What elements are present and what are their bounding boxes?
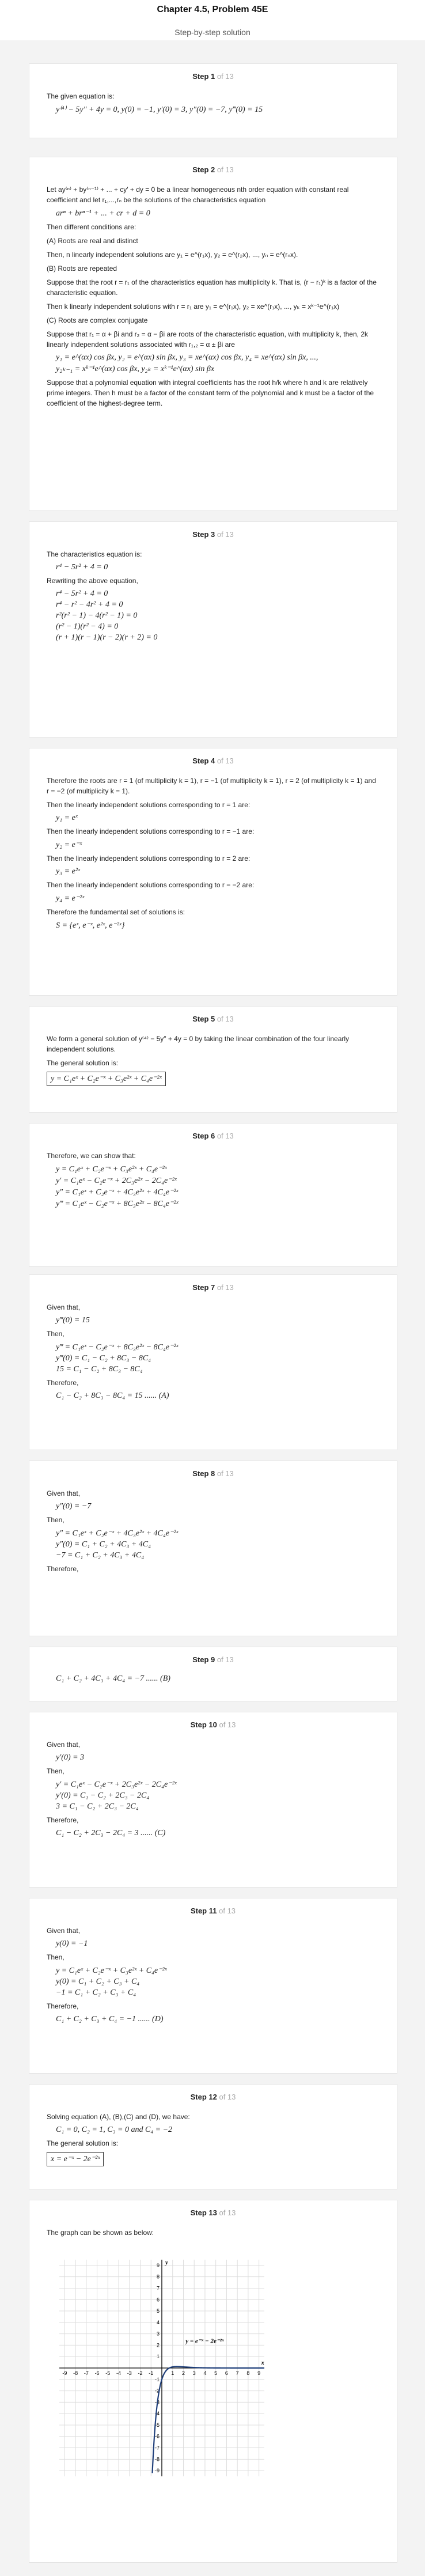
y-tick-label: -9 bbox=[154, 2468, 160, 2474]
x-tick-label: 3 bbox=[192, 2370, 196, 2376]
x-tick-label: -3 bbox=[127, 2370, 132, 2376]
step-heading bbox=[47, 72, 380, 81]
step-text: We form a general solution of y⁽⁴⁾ − 5y″ + 4y = 0 by taking the linear combination of the four linearly independent solutions. bbox=[47, 1035, 350, 1053]
step-text: Then, bbox=[47, 1330, 64, 1338]
step-text: Therefore, bbox=[47, 1565, 79, 1573]
step-text: Let ay⁽ⁿ⁾ + by⁽ⁿ⁻¹⁾ + ... + cy′ + dy = 0 be a linear homogeneous nth order equation with constant real coefficient and let r₁,...,rₙ be the solutions of the characteristics equation bbox=[47, 186, 349, 204]
x-tick-label: 6 bbox=[225, 2370, 228, 2376]
math-line: C₁ − C₂ + 8C₃ − 8C₄ = 15 ...... (A) bbox=[56, 1391, 169, 1400]
solution-curve bbox=[153, 2367, 264, 2473]
math-line: C₁ − C₂ + 2C₃ − 2C₄ = 3 ...... (C) bbox=[56, 1829, 166, 1837]
step-text: The graph can be shown as below: bbox=[47, 2229, 154, 2237]
x-tick-label: -4 bbox=[116, 2370, 122, 2376]
math-line: y = C₁eˣ + C₂e⁻ˣ + C₃e²ˣ + C₄e⁻²ˣ bbox=[56, 1165, 167, 1174]
step-label: Step 11 bbox=[190, 1907, 217, 1915]
step-text: Given that, bbox=[47, 1741, 81, 1749]
math-line: r⁴ − r² − 4r² + 4 = 0 bbox=[56, 600, 123, 609]
step-heading bbox=[47, 1655, 380, 1664]
x-tick-label: -8 bbox=[73, 2370, 78, 2376]
step-text: Solving equation (A), (B),(C) and (D), we have: bbox=[47, 2113, 190, 2121]
step-8-card bbox=[29, 1461, 397, 1636]
math-line: y′(0) = C₁ − C₂ + 2C₃ − 2C₄ bbox=[56, 1791, 150, 1800]
x-tick-label: -6 bbox=[94, 2370, 100, 2376]
step-text: Therefore, bbox=[47, 1379, 79, 1387]
math-line: y(0) = −1 bbox=[56, 1939, 88, 1948]
x-tick-label: -1 bbox=[149, 2370, 154, 2376]
step-count: of 13 bbox=[217, 1469, 234, 1478]
math-line: y₂ₖ₋₁ = xᵏ⁻¹e^(αx) cos βx, y₂ₖ = xᵏ⁻¹e^(αx) sin βx bbox=[56, 365, 215, 373]
step-text: Given that, bbox=[47, 1303, 81, 1311]
math-line: C₁ = 0, C₂ = 1, C₃ = 0 and C₄ = −2 bbox=[56, 2125, 173, 2134]
math-line: r⁴ − 5r² + 4 = 0 bbox=[56, 563, 108, 572]
step-6-card bbox=[29, 1123, 397, 1267]
math-line: C₁ + C₂ + 4C₃ + 4C₄ = −7 ...... (B) bbox=[56, 1674, 170, 1683]
step-label: Step 7 bbox=[192, 1283, 215, 1292]
step-text: Then, n linearly independent solutions are y₁ = e^(r₁x), y₂ = e^(r₂x), ..., yₙ = e^(rₙx). bbox=[47, 251, 298, 259]
y-axis-label: y bbox=[165, 2259, 168, 2266]
step-label: Step 9 bbox=[192, 1655, 215, 1664]
step-count: of 13 bbox=[219, 1720, 236, 1729]
math-line: (r + 1)(r − 1)(r − 2)(r + 2) = 0 bbox=[56, 633, 158, 642]
step-text: Given that, bbox=[47, 1927, 81, 1935]
y-tick-label: 5 bbox=[156, 2308, 160, 2314]
step-text: Therefore, we can show that: bbox=[47, 1152, 136, 1160]
math-line: y′(0) = 3 bbox=[56, 1753, 85, 1762]
step-text: (A) Roots are real and distinct bbox=[47, 237, 138, 245]
step-12-card bbox=[29, 2084, 397, 2189]
step-text: Then, bbox=[47, 1516, 64, 1524]
step-count: of 13 bbox=[217, 530, 234, 539]
step-count: of 13 bbox=[217, 1283, 234, 1292]
math-line: y₄ = e⁻²ˣ bbox=[56, 894, 85, 903]
step-count: of 13 bbox=[217, 165, 234, 174]
math-line: y = C₁eˣ + C₂e⁻ˣ + C₃e²ˣ + C₄e⁻²ˣ bbox=[56, 1966, 167, 1975]
page-header bbox=[0, 0, 425, 41]
y-tick-label: 8 bbox=[156, 2274, 160, 2280]
step-text: Then the linearly independent solutions corresponding to r = 1 are: bbox=[47, 801, 251, 809]
x-tick-label: -7 bbox=[84, 2370, 89, 2376]
math-line: r²(r² − 1) − 4(r² − 1) = 0 bbox=[56, 611, 138, 620]
step-text: Then different conditions are: bbox=[47, 223, 136, 231]
math-line: y‴ = C₁eˣ − C₂e⁻ˣ + 8C₃e²ˣ − 8C₄e⁻²ˣ bbox=[56, 1200, 179, 1208]
step-text: Then, bbox=[47, 1767, 64, 1775]
y-tick-label: 9 bbox=[156, 2262, 160, 2268]
step-text: Given that, bbox=[47, 1489, 81, 1497]
step-count: of 13 bbox=[219, 2208, 236, 2217]
step-heading bbox=[47, 1469, 380, 1478]
step-text: Then the linearly independent solutions corresponding to r = −1 are: bbox=[47, 827, 255, 835]
y-tick-label: -5 bbox=[154, 2422, 160, 2428]
x-tick-label: -2 bbox=[138, 2370, 143, 2376]
step-count: of 13 bbox=[217, 1132, 234, 1140]
step-text: Suppose that the root r = r₁ of the characteristics equation has multiplicity k. That is, (r − r₁)ᵏ is a factor of the characteristic equation. bbox=[47, 278, 377, 297]
y-tick-label: -2 bbox=[154, 2388, 160, 2394]
y-tick-label: 7 bbox=[156, 2285, 160, 2291]
boxed-result: x = e⁻ˣ − 2e⁻²ˣ bbox=[47, 2152, 104, 2166]
math-line: y‴(0) = C₁ − C₂ + 8C₃ − 8C₄ bbox=[56, 1354, 151, 1363]
math-line: y₃ = e²ˣ bbox=[56, 867, 80, 876]
step-label: Step 3 bbox=[192, 530, 215, 539]
y-tick-label: 3 bbox=[156, 2331, 160, 2337]
y-tick-label: -4 bbox=[154, 2411, 160, 2417]
step-label: Step 1 bbox=[192, 72, 215, 81]
math-line: y″ = C₁eˣ + C₂e⁻ˣ + 4C₃e²ˣ + 4C₄e⁻²ˣ bbox=[56, 1188, 179, 1197]
step-heading bbox=[47, 1907, 380, 1915]
math-line: y′ = C₁eˣ − C₂e⁻ˣ + 2C₃e²ˣ − 2C₄e⁻²ˣ bbox=[56, 1177, 177, 1185]
math-line: (r² − 1)(r² − 4) = 0 bbox=[56, 622, 119, 631]
y-tick-label: 2 bbox=[156, 2342, 160, 2348]
step-heading bbox=[47, 1015, 380, 1023]
math-line: r⁴ − 5r² + 4 = 0 bbox=[56, 589, 108, 598]
curve-label: y = e⁻ˣ − 2e⁻²ˣ bbox=[185, 2337, 224, 2345]
math-line: S = {eˣ, e⁻ˣ, e²ˣ, e⁻²ˣ} bbox=[56, 921, 125, 930]
step-count: of 13 bbox=[217, 1655, 234, 1664]
step-text: (C) Roots are complex conjugate bbox=[47, 316, 148, 324]
step-count: of 13 bbox=[219, 1907, 236, 1915]
y-tick-label: -7 bbox=[154, 2445, 160, 2451]
math-line: y″(0) = −7 bbox=[56, 1502, 92, 1511]
step-label: Step 12 bbox=[190, 2093, 217, 2101]
step-heading bbox=[47, 530, 380, 539]
step-text: Therefore, bbox=[47, 1816, 79, 1824]
math-line: y‴(0) = 15 bbox=[56, 1316, 90, 1325]
math-line: y₂ = e⁻ˣ bbox=[56, 841, 82, 849]
math-line: −7 = C₁ + C₂ + 4C₃ + 4C₄ bbox=[56, 1551, 145, 1560]
math-line: y‴ = C₁eˣ − C₂e⁻ˣ + 8C₃e²ˣ − 8C₄e⁻²ˣ bbox=[56, 1343, 179, 1352]
step-text: Suppose that a polynomial equation with integral coefficients has the root h/k where h and k are relatively prime integers. Then h must be a factor of the constant term of the polynomial and k must be a factor of the coefficient of the highest-degree term. bbox=[47, 379, 374, 407]
step-3-card bbox=[29, 521, 397, 737]
math-line: C₁ + C₂ + C₃ + C₄ = −1 ...... (D) bbox=[56, 2015, 164, 2023]
y-tick-label: -6 bbox=[154, 2433, 160, 2439]
step-5-card bbox=[29, 1006, 397, 1113]
math-line: y′ = C₁eˣ − C₂e⁻ˣ + 2C₃e²ˣ − 2C₄e⁻²ˣ bbox=[56, 1780, 177, 1789]
step-4-card bbox=[29, 748, 397, 996]
step-text: Then the linearly independent solutions corresponding to r = −2 are: bbox=[47, 881, 255, 889]
y-tick-label: -3 bbox=[154, 2399, 160, 2405]
math-line: y″(0) = C₁ + C₂ + 4C₃ + 4C₄ bbox=[56, 1540, 151, 1549]
x-tick-label: 5 bbox=[214, 2370, 218, 2376]
y-tick-label: 4 bbox=[156, 2319, 160, 2325]
math-line: y⁽⁴⁾ − 5y″ + 4y = 0, y(0) = −1, y′(0) = 3, y″(0) = −7, y‴(0) = 15 bbox=[56, 105, 263, 114]
step-text: Therefore the roots are r = 1 (of multiplicity k = 1), r = −1 (of multiplicity k = 1), r = 2 (of multiplicity k = 1) and r = −2 (of multiplicity k = 1). bbox=[47, 777, 376, 795]
page-subtitle: Step-by-step solution bbox=[174, 28, 251, 37]
step-heading bbox=[47, 1720, 380, 1729]
x-tick-label: 1 bbox=[171, 2370, 174, 2376]
step-label: Step 2 bbox=[192, 165, 215, 174]
step-text: Therefore the fundamental set of solutions is: bbox=[47, 908, 185, 916]
math-line: y(0) = C₁ + C₂ + C₃ + C₄ bbox=[56, 1977, 140, 1986]
step-13-card bbox=[29, 2200, 397, 2563]
step-heading bbox=[47, 1283, 380, 1292]
y-tick-label: -1 bbox=[154, 2376, 160, 2382]
step-9-card bbox=[29, 1647, 397, 1701]
step-text: (B) Roots are repeated bbox=[47, 264, 117, 273]
math-line: arⁿ + brⁿ⁻¹ + ... + cr + d = 0 bbox=[56, 209, 150, 218]
step-7-card bbox=[29, 1274, 397, 1450]
step-heading bbox=[47, 756, 380, 765]
step-label: Step 10 bbox=[190, 1720, 217, 1729]
step-text: Then, bbox=[47, 1953, 64, 1961]
step-count: of 13 bbox=[217, 72, 234, 81]
x-tick-label: -5 bbox=[105, 2370, 111, 2376]
step-2-card bbox=[29, 157, 397, 511]
math-line: 15 = C₁ − C₂ + 8C₃ − 8C₄ bbox=[56, 1365, 143, 1374]
step-label: Step 6 bbox=[192, 1132, 215, 1140]
solution-graph bbox=[47, 2247, 277, 2489]
step-heading bbox=[47, 2208, 380, 2217]
step-heading bbox=[47, 165, 380, 174]
step-11-card bbox=[29, 1898, 397, 2074]
step-text: The general solution is: bbox=[47, 1059, 119, 1067]
x-tick-label: 2 bbox=[181, 2370, 185, 2376]
step-heading bbox=[47, 2093, 380, 2101]
x-tick-label: -9 bbox=[62, 2370, 67, 2376]
step-text: Then k linearly independent solutions with r = r₁ are y₁ = e^(r₁x), y₂ = xe^(r₁x), ..., yₖ = xᵏ⁻¹e^(r₁x) bbox=[47, 302, 340, 311]
step-text: Then the linearly independent solutions corresponding to r = 2 are: bbox=[47, 854, 251, 863]
step-count: of 13 bbox=[217, 1015, 234, 1023]
x-tick-label: 4 bbox=[203, 2370, 207, 2376]
step-label: Step 8 bbox=[192, 1469, 215, 1478]
step-text: The general solution is: bbox=[47, 2139, 119, 2147]
x-tick-label: 7 bbox=[236, 2370, 239, 2376]
page-title: Chapter 4.5, Problem 45E bbox=[157, 5, 268, 14]
step-label: Step 5 bbox=[192, 1015, 215, 1023]
math-line: −1 = C₁ + C₂ + C₃ + C₄ bbox=[56, 1988, 136, 1997]
y-tick-label: 1 bbox=[156, 2354, 160, 2360]
x-axis-label: x bbox=[261, 2359, 264, 2366]
step-heading bbox=[47, 1132, 380, 1140]
step-label: Step 4 bbox=[192, 756, 215, 765]
step-text: Therefore, bbox=[47, 2002, 79, 2010]
step-count: of 13 bbox=[219, 2093, 236, 2101]
step-text: Rewriting the above equation, bbox=[47, 577, 138, 585]
step-1-card bbox=[29, 63, 397, 138]
math-line: y₁ = e^(αx) cos βx, y₂ = e^(αx) sin βx, y₃ = xe^(αx) cos βx, y₄ = xe^(αx) sin βx, ..., bbox=[56, 353, 318, 362]
step-10-card bbox=[29, 1712, 397, 1887]
steps-container bbox=[0, 40, 425, 2576]
y-tick-label: 6 bbox=[156, 2297, 160, 2303]
step-text: The given equation is: bbox=[47, 92, 115, 100]
step-text: The characteristics equation is: bbox=[47, 550, 142, 558]
math-line: y″ = C₁eˣ + C₂e⁻ˣ + 4C₃e²ˣ + 4C₄e⁻²ˣ bbox=[56, 1529, 179, 1538]
y-tick-label: -8 bbox=[154, 2456, 160, 2462]
step-count: of 13 bbox=[217, 756, 234, 765]
boxed-result: y = C₁eˣ + C₂e⁻ˣ + C₃e²ˣ + C₄e⁻²ˣ bbox=[47, 1072, 166, 1086]
x-tick-label: 9 bbox=[257, 2370, 261, 2376]
step-label: Step 13 bbox=[190, 2208, 217, 2217]
step-text: Suppose that r₁ = α + βi and r₂ = α − βi are roots of the characteristic equation, with multiplicity k, then, 2k linearly independent solutions associated with r₁,₂ = α ± βi are bbox=[47, 330, 368, 349]
math-line: 3 = C₁ − C₂ + 2C₃ − 2C₄ bbox=[56, 1802, 139, 1811]
x-tick-label: 8 bbox=[246, 2370, 250, 2376]
math-line: y₁ = eˣ bbox=[56, 814, 78, 822]
